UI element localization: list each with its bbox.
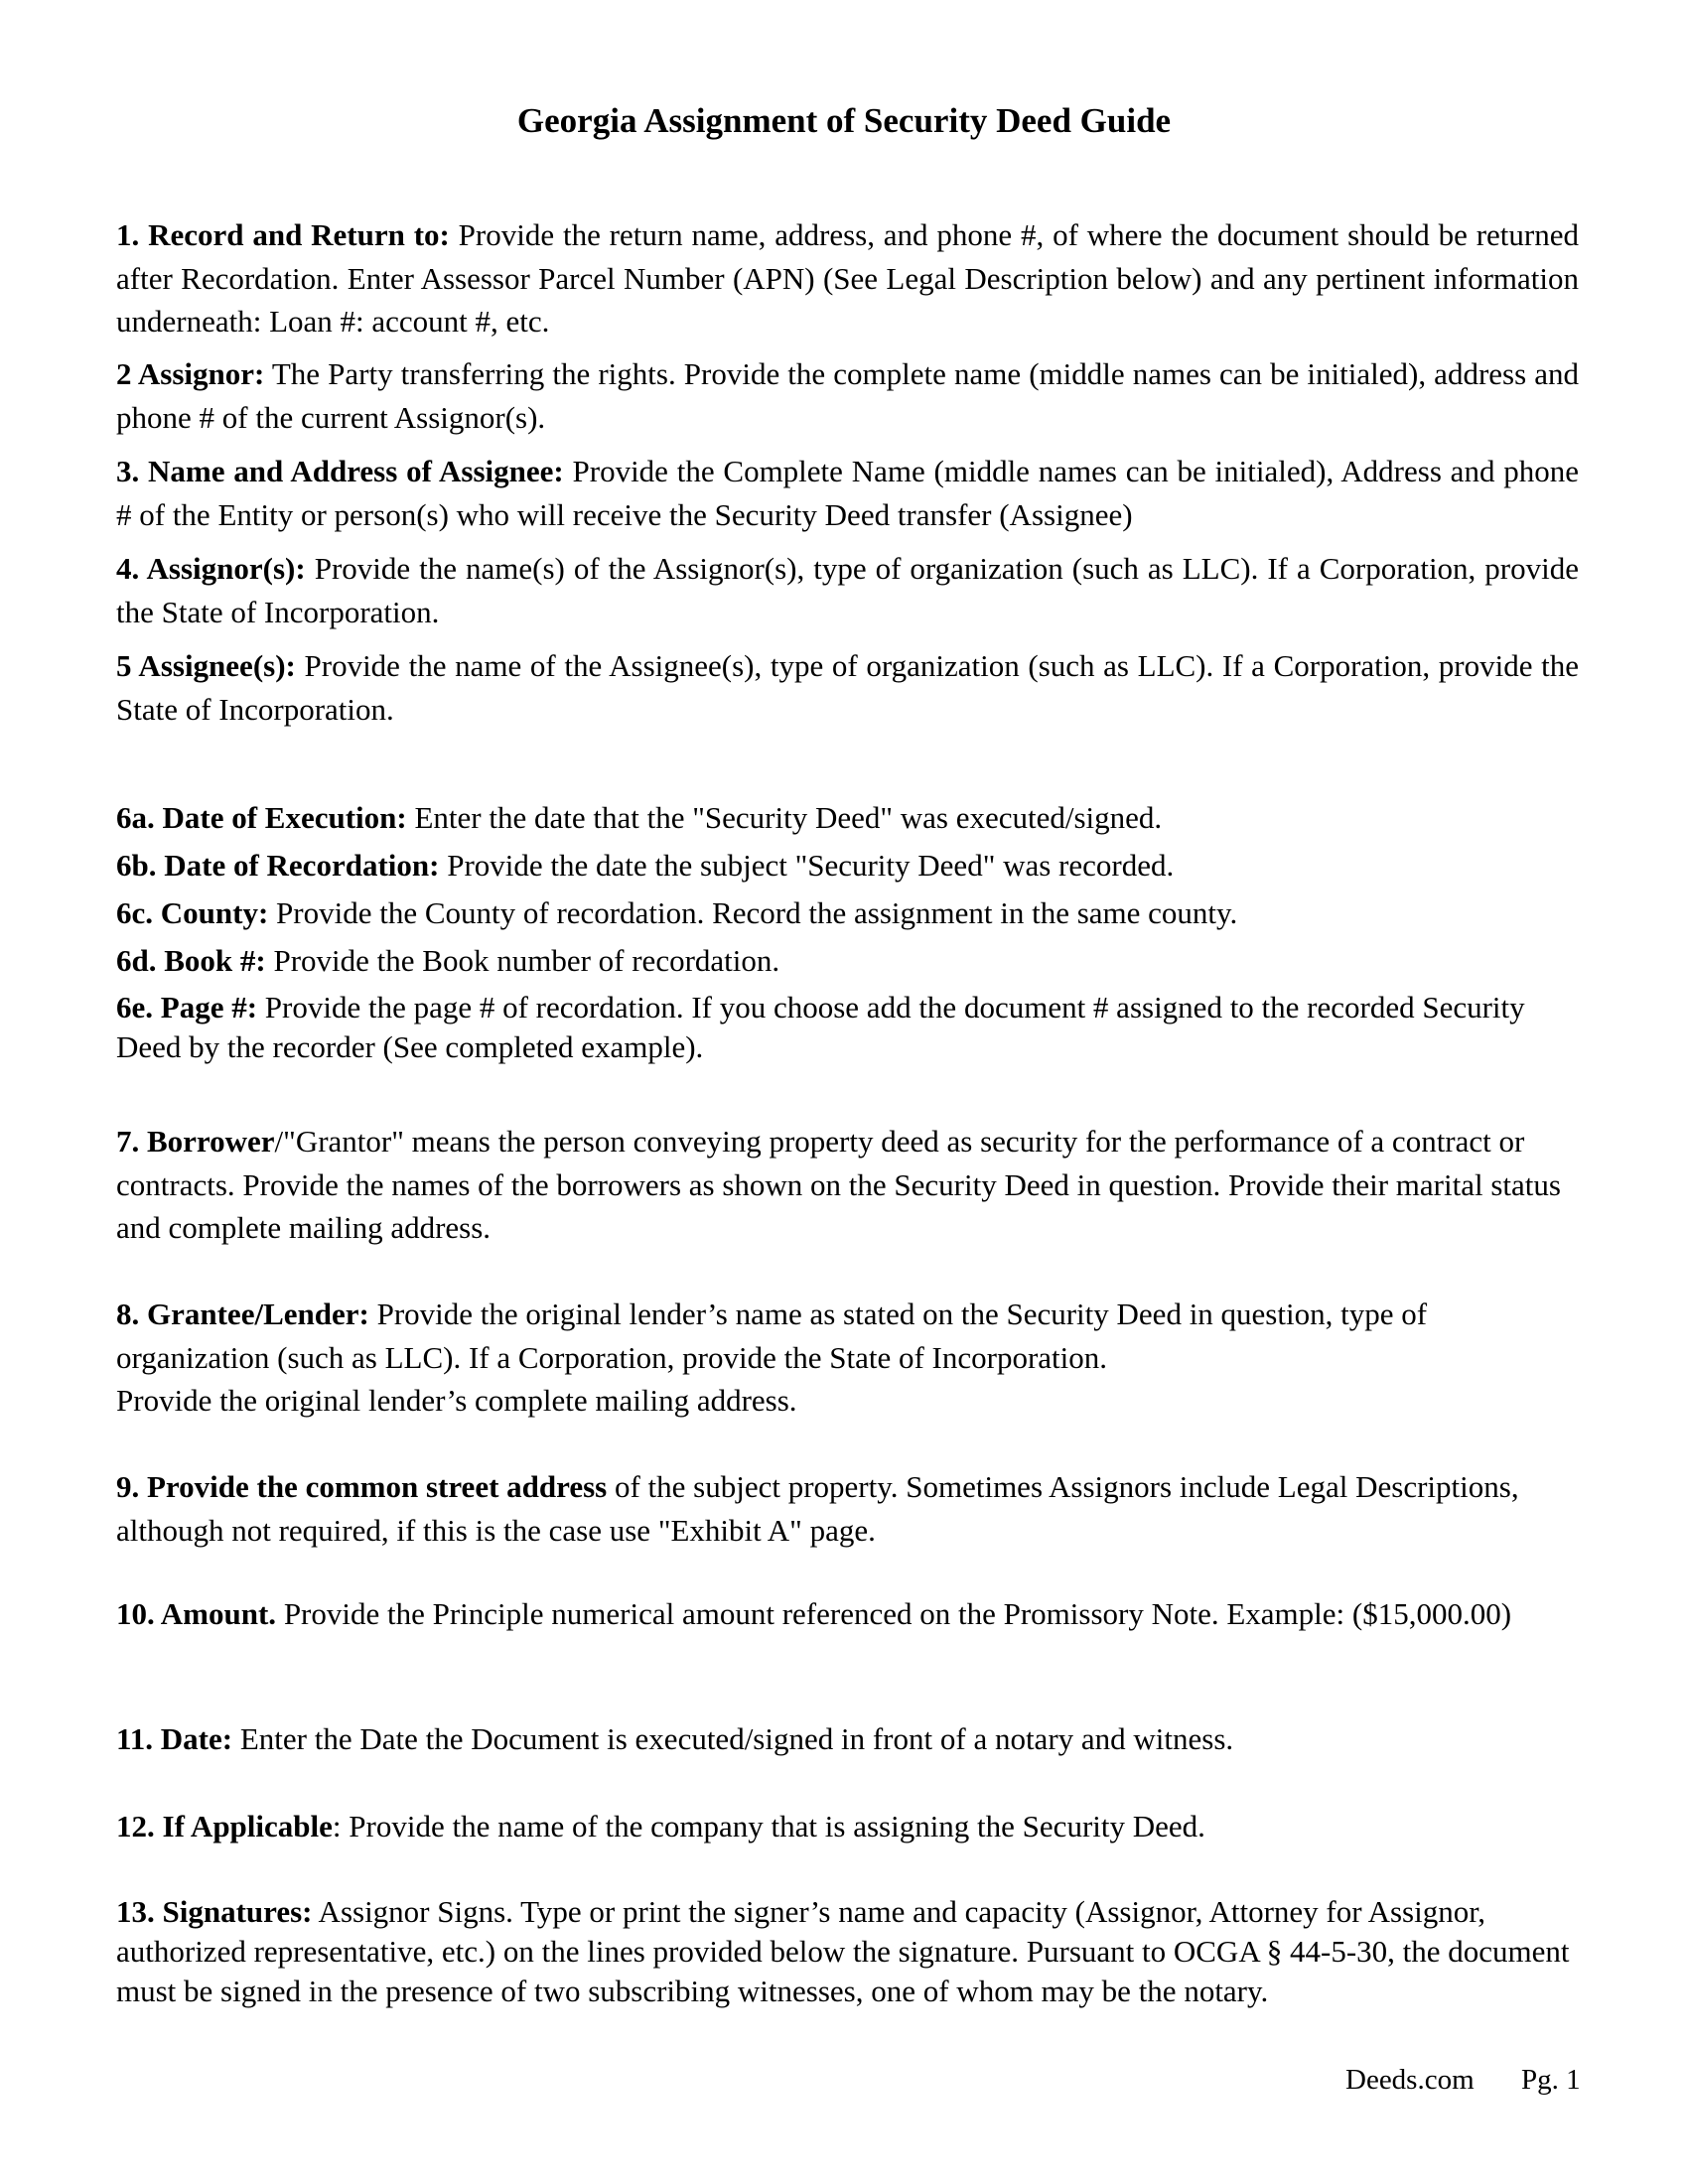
item-text: The Party transferring the rights. Provide the complete name (middle names can be initialed), address and phone # of the current Assignor(s). xyxy=(116,356,1579,435)
item-date xyxy=(116,1717,1579,1761)
item-date-of-recordation xyxy=(116,844,1579,887)
item-label: 13. Signatures: xyxy=(116,1894,313,1929)
item-text: Assignor Signs. Type or print the signer’s name and capacity (Assignor, Attorney for Assignor, authorized representative, etc.) on the lines provided below the signature. Pursuant to OCGA § 44-5-30, the document must be signed in the presence of two subscribing witnesses, one of whom may be the notary. xyxy=(116,1894,1570,2008)
item-borrower xyxy=(116,1120,1579,1250)
item-record-and-return xyxy=(116,213,1579,343)
item-label: 1. Record and Return to: xyxy=(116,217,450,252)
item-book-number xyxy=(116,939,1579,983)
item-text: Enter the Date the Document is executed/signed in front of a notary and witness. xyxy=(232,1721,1234,1756)
item-text: Provide the Principle numerical amount referenced on the Promissory Note. Example: ($15,000.00) xyxy=(276,1596,1512,1631)
item-assignors xyxy=(116,547,1579,633)
item-label: 6a. Date of Execution: xyxy=(116,800,407,835)
item-text: Provide the page # of recordation. If you choose add the document # assigned to the recorded Security Deed by the recorder (See completed example). xyxy=(116,990,1525,1064)
item-text: Enter the date that the "Security Deed" was executed/signed. xyxy=(406,800,1163,835)
item-signatures xyxy=(116,1892,1579,2011)
item-text: Provide the name(s) of the Assignor(s), type of organization (such as LLC). If a Corporation, provide the State of Incorporation. xyxy=(116,551,1580,629)
footer-page-number: Pg. 1 xyxy=(1521,2064,1581,2096)
item-text: : Provide the name of the company that is assigning the Security Deed. xyxy=(332,1809,1205,1843)
item-label: 6c. County: xyxy=(116,895,269,930)
item-date-of-execution xyxy=(116,796,1579,840)
item-label: 7. Borrower xyxy=(116,1124,275,1159)
item-text-secondary: Provide the original lender’s complete mailing address. xyxy=(116,1383,797,1418)
item-text: /"Grantor" means the person conveying property deed as security for the performance of a contract or contracts. Provide the names of the borrowers as shown on the Security Deed in question. Provide their marital status and complete mailing address. xyxy=(116,1124,1561,1245)
item-label: 10. Amount. xyxy=(116,1596,277,1631)
page-title: Georgia Assignment of Security Deed Guide xyxy=(516,101,1172,140)
item-label: 3. Name and Address of Assignee: xyxy=(116,454,564,488)
item-label: 11. Date: xyxy=(116,1721,233,1756)
item-assignee-name-address xyxy=(116,450,1579,536)
item-text: Provide the return name, address, and phone #, of where the document should be returned after Recordation. Enter Assessor Parcel Number (APN) (See Legal Description below) and any pertinent information underneath: Loan #: account #, etc. xyxy=(116,217,1579,339)
item-if-applicable xyxy=(116,1805,1579,1848)
item-text: of the subject property. Sometimes Assignors include Legal Descriptions, although not required, if this is the case use "Exhibit A" page. xyxy=(116,1469,1519,1548)
item-label: 4. Assignor(s): xyxy=(116,551,306,586)
item-assignor xyxy=(116,352,1579,439)
item-text: Provide the original lender’s name as stated on the Security Deed in question, type of organization (such as LLC). If a Corporation, provide the State of Incorporation. xyxy=(116,1297,1428,1375)
item-amount xyxy=(116,1594,1579,1634)
item-text: Provide the County of recordation. Record the assignment in the same county. xyxy=(268,895,1238,930)
item-assignees xyxy=(116,644,1579,731)
item-page-number xyxy=(116,988,1579,1067)
item-county xyxy=(116,891,1579,935)
item-street-address xyxy=(116,1465,1579,1552)
item-label: 6b. Date of Recordation: xyxy=(116,848,440,883)
item-label: 6e. Page #: xyxy=(116,990,258,1024)
footer-site-name: Deeds.com xyxy=(1345,2064,1475,2096)
item-label: 2 Assignor: xyxy=(116,356,265,391)
item-text: Provide the Book number of recordation. xyxy=(265,943,780,978)
item-label: 6d. Book #: xyxy=(116,943,266,978)
item-label: 12. If Applicable xyxy=(116,1809,333,1843)
item-grantee-lender xyxy=(116,1293,1579,1423)
item-label: 9. Provide the common street address xyxy=(116,1469,608,1504)
item-label: 8. Grantee/Lender: xyxy=(116,1297,369,1331)
item-text: Provide the date the subject "Security Deed" was recorded. xyxy=(439,848,1175,883)
item-text: Provide the name of the Assignee(s), type of organization (such as LLC). If a Corporation, provide the State of Incorporation. xyxy=(116,648,1579,727)
item-label: 5 Assignee(s): xyxy=(116,648,296,683)
item-text: Provide the Complete Name (middle names can be initialed), Address and phone # of the Entity or person(s) who will receive the Security Deed transfer (Assignee) xyxy=(116,454,1579,532)
